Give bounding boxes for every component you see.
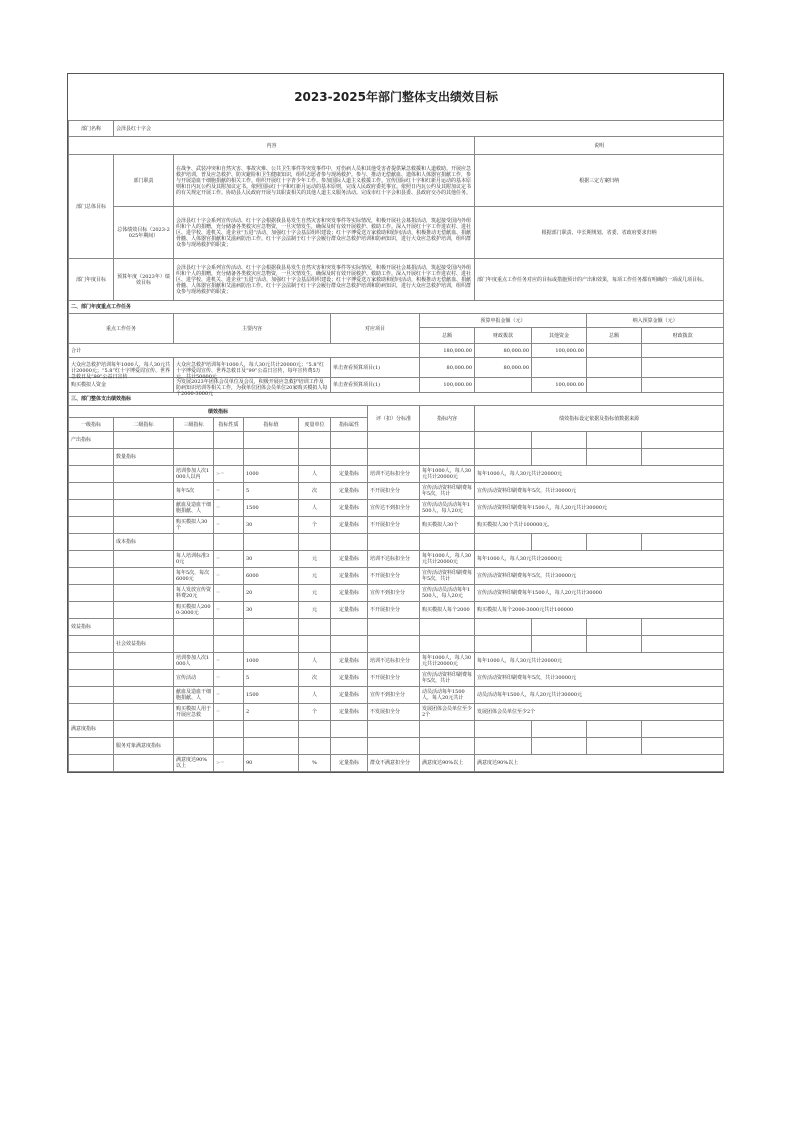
indicator-unit: 个 <box>311 522 317 528</box>
level3-indicator: 满意度达90%以上 <box>176 757 208 769</box>
score-standard: 群众不满意扣全分 <box>370 760 411 766</box>
indicator-value: 30 <box>246 556 253 562</box>
overall-goal-note: 根据部门职责、中长期规划、省委、省政府要求归纳 <box>475 207 724 259</box>
indicator-content: 宣传活动资料印刷费每年5次，共计 <box>422 570 473 582</box>
indicator-nature: = <box>216 675 221 681</box>
score-standard: 不开展扣全分 <box>370 675 401 681</box>
level2-indicator: 社会效益指标 <box>116 641 147 647</box>
year-goal-label: 部门年度目标 <box>69 259 114 301</box>
indicator-content: 宣传活动资料印刷费每年5次，共计 <box>422 672 473 684</box>
include-fiscal-header: 财政拨款 <box>642 328 724 344</box>
task-2: 购买模拟人资金 <box>71 382 107 388</box>
budget-other-header: 其他资金 <box>532 328 587 344</box>
indicator-row <box>69 653 724 670</box>
dept-name-label: 部门名称 <box>69 121 114 137</box>
indicator-rows <box>69 432 724 772</box>
indicator-basis: 动员活动每年1500人，每人20元共计30000元 <box>477 692 582 698</box>
indicator-value: 30 <box>246 607 253 613</box>
budget-fiscal-header: 财政拨款 <box>475 328 532 344</box>
level1-row <box>69 619 724 636</box>
attr-header: 指标属性 <box>331 418 368 432</box>
indicator-value: 30 <box>246 522 253 528</box>
level3-indicator: 每年5次 <box>176 488 195 494</box>
task-1-total: 80,000.00 <box>420 358 475 378</box>
sum-other: 100,000.00 <box>532 344 587 358</box>
score-standard: 培训不达标扣全分 <box>370 556 411 562</box>
indicator-content: 每年1000人，每人30元共计20000元 <box>422 655 472 667</box>
indicator-row <box>69 483 724 500</box>
indicator-attr: 定量指标 <box>338 607 359 613</box>
budget-total-header: 总额 <box>420 328 475 344</box>
note-header: 说明 <box>475 137 724 155</box>
indicator-nature: = <box>216 590 221 596</box>
task-1: 大众应急救护培训每年1000人，每人30元共计20000元；“5.8”红十字博爱周宣传、世界急救日及“99”公益日宣传 <box>71 361 171 380</box>
indicator-unit: 元 <box>311 556 317 562</box>
indicator-nature: = <box>216 488 221 494</box>
duty-label: 部门职责 <box>114 155 174 207</box>
project-header: 对应项目 <box>331 314 420 344</box>
indicator-row <box>69 466 724 483</box>
level2-indicator: 服务对象满意度指标 <box>116 743 162 749</box>
level1-header: 一级指标 <box>69 418 114 432</box>
score-standard: 宣传不到扣全分 <box>370 590 406 596</box>
performance-sheet <box>67 73 724 773</box>
indicator-content: 动员活动每年1500人，每人20元共计 <box>422 689 465 701</box>
level3-indicator: 购买模拟人用于开展应急救 <box>176 706 212 718</box>
task-2-fiscal <box>475 378 532 393</box>
indicator-row <box>69 568 724 585</box>
overall-goal-text: 会泽县红十字会系列宣传活动、红十字会根据我县易发生自然灾害和突发事件等实际情况，积极开展社会募捐活动，筑起接受国内外组织和个人的捐赠，充分储备各类救灾应急物资，一旦灾情发生，确保及时有效开展救护、救助工作。深入开展红十字工作进农村、进社区、进学校、进机关、进企业“五进”活动，加强红十字会基层组织建设；红十字博爱送万家救助和慰问活动，积极推动无偿献血、捐献骨髓、人体器官捐献和艾滋病防治工作。红十字会法制于红十字会履行群众应急救护培训和防病知识，进行大众应急救护培训，组织群众参与现场救护的职责； <box>176 217 472 248</box>
indicator-basis: 购买模拟人每个2000-3000元共计100000 <box>477 607 574 613</box>
indicator-value: 2 <box>246 709 250 715</box>
sum-fiscal: 80,000.00 <box>475 344 532 358</box>
indicator-row <box>69 602 724 619</box>
indicator-row <box>69 551 724 568</box>
score-standard: 不开展扣全分 <box>370 522 401 528</box>
year-goal-text: 会泽县红十字会系列宣传活动、红十字会根据我县易发生自然灾害和突发事件等实际情况，积极开展社会募捐活动，筑起接受国内外组织和个人的捐赠，充分储备各类救灾应急物资，一旦灾情发生，确保及时有效开展救护、救助工作。深入开展红十字工作进农村、进社区、进学校、进机关、进企业“五进”活动，加强红十字会基层组织建设；红十字博爱送万家救助和慰问活动，积极推动无偿献血、捐献骨髓、人体器官捐献和艾滋病防治工作。红十字会法制于红十字会履行群众应急救护培训和防病知识，进行大众应急救护培训，组织群众参与现场救护的职责； <box>176 264 472 295</box>
indicator-content: 每年1000人，每人30元共计20000元 <box>422 553 472 565</box>
indicator-row <box>69 500 724 517</box>
main-content-header: 主要内容 <box>174 314 331 344</box>
indicator-attr: 定量指标 <box>338 488 359 494</box>
indicator-unit: 元 <box>311 590 317 596</box>
level3-indicator: 购买模拟人2000-3000元 <box>176 604 211 616</box>
indicator-nature: = <box>216 522 221 528</box>
indicator-nature: = <box>216 692 221 698</box>
task-2-content: 为发展2023年团体会员单位及会员，积极开展应急救护培训工作及防病知识培训等相关工作，为我单位团体会员单位20家购买模拟人每个2000-3000元 <box>176 379 328 397</box>
indicator-row <box>69 687 724 704</box>
include-total-header: 总额 <box>587 328 642 344</box>
indicator-basis: 宣传活动资料印刷费每年1500人，每人20元共计30000元 <box>477 505 607 511</box>
indicator-nature: = <box>216 709 221 715</box>
level3-indicator: 每年5次，每次6000元 <box>176 570 210 582</box>
indicator-content: 宣传活动员活动每年1500人，每人20元 <box>422 587 471 599</box>
indicator-value: 6000 <box>246 573 259 579</box>
task-2-project-link[interactable]: 单击查看预算项目(1) <box>331 378 420 393</box>
section3-heading: 三、部门整体支出绩效指标 <box>69 393 724 406</box>
sum-total: 180,000.00 <box>420 344 475 358</box>
level2-header: 二级指标 <box>114 418 174 432</box>
budget-header: 预算申报金额（元） <box>420 314 587 328</box>
score-standard: 不开展扣全分 <box>370 488 401 494</box>
indicator-content: 宣传活动员活动每年1500人，每人20元 <box>422 502 471 514</box>
indicator-basis: 每年1000人，每人30元共计20000元 <box>477 556 562 562</box>
score-standard: 不开展扣全分 <box>370 573 401 579</box>
task-1-project-link[interactable]: 单击查看预算项目(1) <box>331 358 420 378</box>
indicator-basis: 每年1000人，每人30元共计20000元 <box>477 471 562 477</box>
indicator-content: 购买模拟人30个 <box>422 522 459 528</box>
indicator-basis: 宣传活动资料印刷费每年5次，共计30000元 <box>477 488 577 494</box>
score-standard: 宣传不到扣全分 <box>370 692 406 698</box>
level2-row <box>69 738 724 755</box>
unit-header: 度量单位 <box>299 418 331 432</box>
indicator-basis: 宣传活动资料印刷费每年5次，共计30000元 <box>477 675 577 681</box>
level3-indicator: 购买模拟人30个 <box>176 519 208 531</box>
task-1-content: 大众应急救护培训每年1000人，每人30元共计20000元；“5.8”红十字博爱周宣传、世界急救日及“99”公益日宣传，每年宣传费5万元，共计50000元 <box>176 361 325 380</box>
indicator-value: 1000 <box>246 658 259 664</box>
indicator-attr: 定量指标 <box>338 590 359 596</box>
task-2-total: 100,000.00 <box>420 378 475 393</box>
basis-header: 绩效指标设定依据及指标值数据来源 <box>475 406 724 432</box>
value-header: 指标值 <box>244 418 299 432</box>
indicator-content: 满意度达90%以上 <box>422 760 464 766</box>
indicator-unit: % <box>312 760 317 766</box>
level1-indicator: 产出指标 <box>71 437 92 443</box>
indicator-unit: 人 <box>311 692 317 698</box>
indicator-row <box>69 755 724 772</box>
indicator-nature: >= <box>216 760 225 766</box>
indicator-row <box>69 670 724 687</box>
indicator-unit: 人 <box>311 471 317 477</box>
indicator-value: 5 <box>246 675 250 681</box>
indicator-basis: 满意度达90%以上 <box>477 760 519 766</box>
level3-indicator: 献血及造血干细胞捐献、人 <box>176 689 212 701</box>
indicator-value: 5 <box>246 488 250 494</box>
level3-header: 三级指标 <box>174 418 214 432</box>
indicator-nature: = <box>216 573 221 579</box>
indicator-basis: 宣传活动资料印刷费每年1500人，每人20元共计30000 <box>477 590 602 596</box>
sheet-table <box>68 74 724 772</box>
indicator-nature: = <box>216 556 221 562</box>
score-std-header: 评（扣）分标准 <box>368 406 420 432</box>
level3-indicator: 培训参加人次1000人 <box>176 655 210 667</box>
year-goal-sub: 预算年度（2023年）绩效目标 <box>114 259 174 301</box>
level1-row <box>69 721 724 738</box>
indicator-nature: >= <box>216 471 225 477</box>
indicator-basis: 宣传活动资料印刷费每年5次，共计30000元 <box>477 573 577 579</box>
level2-indicator: 数量指标 <box>116 454 137 460</box>
task-1-fiscal: 80,000.00 <box>475 358 532 378</box>
level1-row <box>69 432 724 449</box>
indicator-unit: 元 <box>311 607 317 613</box>
overall-goal-label: 部门总体目标 <box>69 155 114 259</box>
level3-indicator: 每人培训标准30元 <box>176 553 210 565</box>
indicator-nature: = <box>216 607 221 613</box>
indicator-row <box>69 517 724 534</box>
level3-indicator: 培训参加人次1000人以内 <box>176 468 210 480</box>
indicator-unit: 个 <box>311 709 317 715</box>
indicator-content: 每年1000人，每人30元共计20000元 <box>422 468 472 480</box>
indicator-attr: 定量指标 <box>338 556 359 562</box>
level2-row <box>69 636 724 653</box>
indicator-value: 20 <box>246 590 253 596</box>
indicator-basis: 购买模拟人30个共计100000元。 <box>477 522 553 528</box>
indicator-attr: 定量指标 <box>338 573 359 579</box>
indicator-content: 发展团体会员单位至少2个 <box>422 706 473 718</box>
indicator-content-header: 指标内容 <box>420 406 475 432</box>
indicator-unit: 人 <box>311 505 317 511</box>
indicator-value: 1000 <box>246 471 259 477</box>
indicator-basis: 发展团体会员单位至少2个 <box>477 709 536 715</box>
level1-indicator: 满意度指标 <box>71 726 97 732</box>
score-standard: 培训不达标扣全分 <box>370 471 411 477</box>
indicator-unit: 人 <box>311 658 317 664</box>
indicator-attr: 定量指标 <box>338 675 359 681</box>
indicator-row <box>69 704 724 721</box>
indicator-content: 宣传活动资料印刷费每年5次，共计 <box>422 485 473 497</box>
indicator-basis: 每年1000人，每人30元共计20000元 <box>477 658 562 664</box>
task-2-other: 100,000.00 <box>532 378 587 393</box>
level2-indicator: 成本指标 <box>116 539 137 545</box>
level1-indicator: 效益指标 <box>71 624 92 630</box>
indicator-attr: 定量指标 <box>338 709 359 715</box>
indicator-unit: 元 <box>311 573 317 579</box>
indicator-value: 1500 <box>246 505 259 511</box>
indicator-value: 90 <box>246 760 253 766</box>
overall-goal-sub: 总体绩效目标（2023-2025年期间） <box>114 207 174 259</box>
indicator-group-header: 绩效指标 <box>69 406 368 418</box>
indicator-value: 1500 <box>246 692 259 698</box>
duty-note: 根据三定方案归纳 <box>475 155 724 207</box>
indicator-unit: 次 <box>311 675 317 681</box>
indicator-attr: 定量指标 <box>338 505 359 511</box>
indicator-nature: = <box>216 658 221 664</box>
level3-indicator: 献血及造血干细胞捐献、人 <box>176 502 212 514</box>
indicator-attr: 定量指标 <box>338 760 359 766</box>
indicator-content: 购买模拟人每个2000 <box>422 607 470 613</box>
nature-header: 指标性质 <box>214 418 244 432</box>
score-standard: 不开展扣全分 <box>370 607 401 613</box>
year-goal-note: 部门年度重点工作任务对应的目标或措施预计的产出和效果，每项工作任务都有明确的一项或几项目标。 <box>475 259 724 301</box>
indicator-unit: 次 <box>311 488 317 494</box>
indicator-attr: 定量指标 <box>338 522 359 528</box>
sum-label: 合计 <box>69 344 420 358</box>
indicator-attr: 定量指标 <box>338 692 359 698</box>
level3-indicator: 每人发放宣传资料费20元 <box>176 587 212 599</box>
section2-heading: 二、部门年度重点工作任务 <box>69 301 724 314</box>
level2-row <box>69 534 724 551</box>
page-title: 2023-2025年部门整体支出绩效目标 <box>69 74 724 121</box>
indicator-attr: 定量指标 <box>338 658 359 664</box>
indicator-nature: = <box>216 505 221 511</box>
indicator-row <box>69 585 724 602</box>
task-header: 重点工作任务 <box>69 314 174 344</box>
content-header: 内容 <box>69 137 475 155</box>
level2-row <box>69 449 724 466</box>
score-standard: 不发展扣全分 <box>370 709 401 715</box>
duty-text: 在战争、武装冲突和自然灾害、事故灾难、公共卫生事件等突发事件中，对伤病人员和其他受害者提供紧急救援和人道救助。开展应急救护培训，普及应急救护、防灾避险和卫生健康知识，组织志愿者参与现场救护。参与、推动无偿献血、遗体和人体器官捐献工作，参与开展造血干细胞捐献的相关工作。组织开展红十字青少年工作。参加国际人道主义救援工作。宣传国际红十字和红新月运动的基本原则和日内瓦公约及其附加议定书。依照国际红十字和红新月运动的基本原则，完成人民政府委托事宜。依照日内瓦公约及其附加议定书的有关规定开展工作。协助县人民政府开展与其职责相关的其他人道主义服务活动。完成市红十字会和县委、县政府交办的其他任务。 <box>176 165 472 196</box>
score-standard: 宣传达不到扣全分 <box>370 505 411 511</box>
score-standard: 培训不达标扣全分 <box>370 658 411 664</box>
level3-indicator: 宣传活动 <box>176 675 197 681</box>
indicator-attr: 定量指标 <box>338 471 359 477</box>
task-1-other <box>532 358 587 378</box>
dept-name-value: 会泽县红十字会 <box>114 121 724 137</box>
include-header: 纳入预算金额（元） <box>587 314 724 328</box>
